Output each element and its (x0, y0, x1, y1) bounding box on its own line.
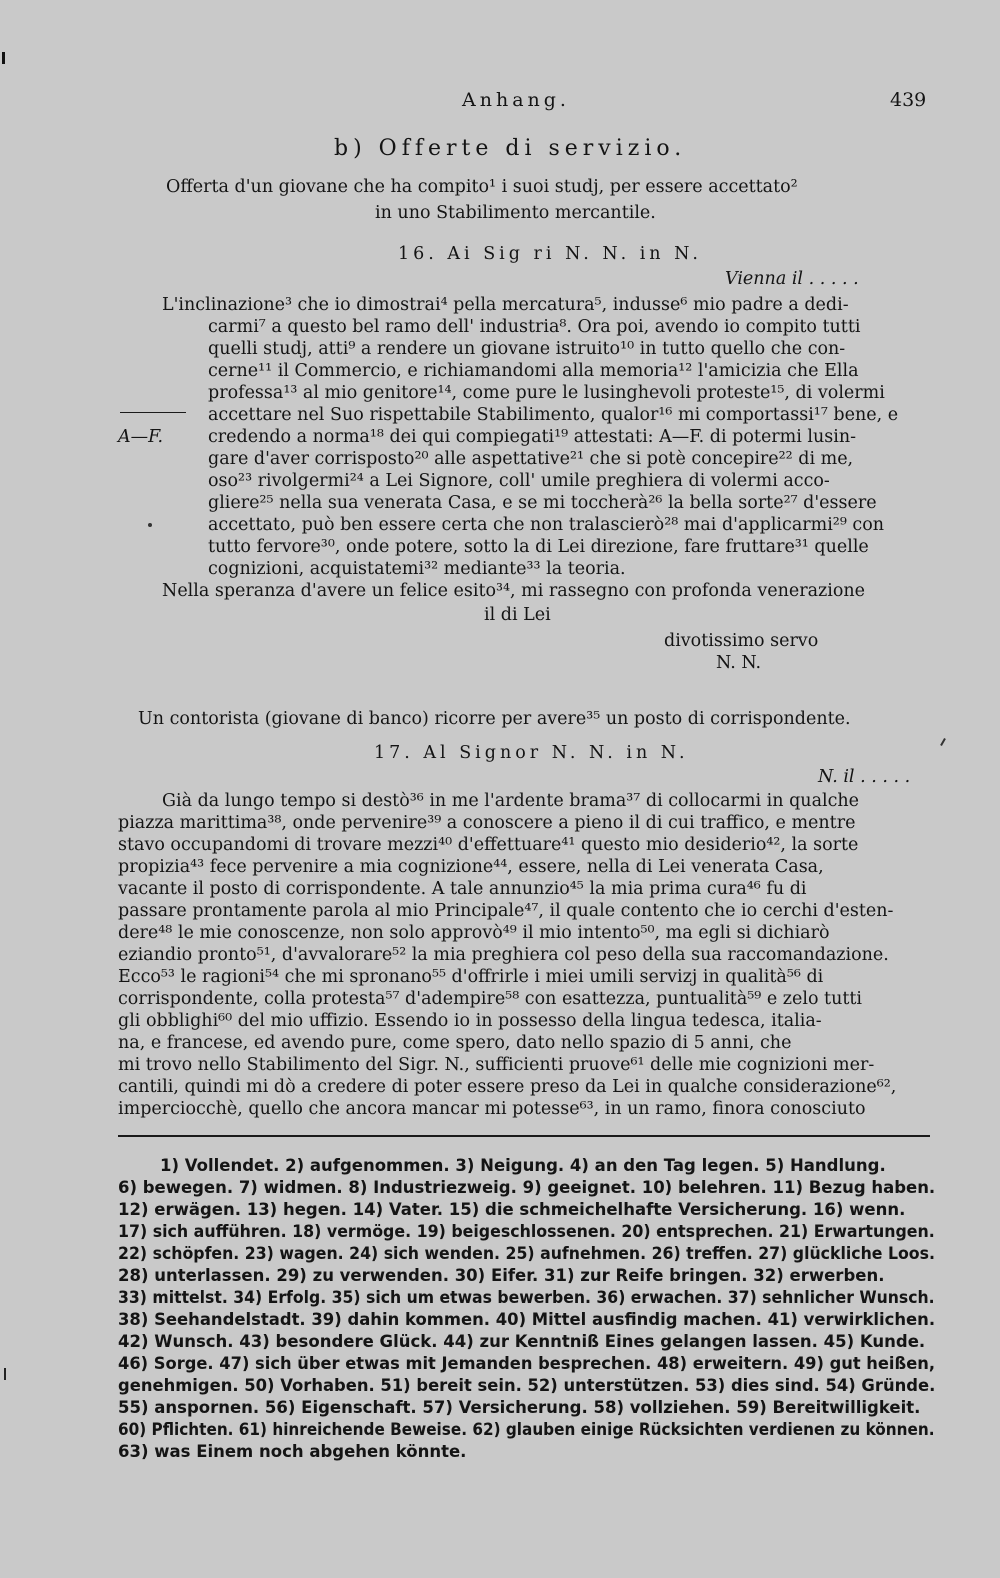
text-line: na, e francese, ed avendo pure, come spero, dato nello spazio di 5 anni, che (118, 1033, 792, 1053)
text-line: carmi⁷ a questo bel ramo dell' industria⁸. Ora poi, avendo io compito tutti (208, 317, 861, 337)
letter1-number-line: 16. Ai Sig ri N. N. in N. (398, 244, 702, 264)
text-line: gliere²⁵ nella sua venerata Casa, e se mi toccherà²⁶ la bella sorte²⁷ d'essere (208, 493, 877, 513)
text-line: Ecco⁵³ le ragioni⁵⁴ che mi spronano⁵⁵ d'offrirle i miei umili servizj in qualità⁵⁶ di (118, 967, 824, 987)
text-line: gli obblighi⁶⁰ del mio uffizio. Essendo io in possesso della lingua tedesca, italia- (118, 1011, 822, 1031)
section-title: b) Offerte di servizio. (334, 136, 687, 161)
footnote-line: 1) Vollendet. 2) aufgenommen. 3) Neigung. 4) an den Tag legen. 5) Handlung. (160, 1156, 886, 1175)
scan-speck (940, 738, 946, 746)
scan-speck (2, 52, 5, 64)
text-line: tutto fervore³⁰, onde potere, sotto la di Lei direzione, fare fruttare³¹ quelle (208, 537, 869, 557)
letter1-closing-2: il di Lei (484, 605, 551, 625)
text-line: oso²³ rivolgermi²⁴ a Lei Signore, coll' umile preghiera di volermi acco- (208, 471, 830, 491)
letter2-number-line: 17. Al Signor N. N. in N. (374, 743, 689, 763)
footnote-line: 46) Sorge. 47) sich über etwas mit Jemanden besprechen. 48) erweitern. 49) gut heißen, (118, 1354, 936, 1373)
footnote-line: 17) sich aufführen. 18) vermöge. 19) beigeschlossenen. 20) entsprechen. 21) Erwartungen. (118, 1222, 935, 1241)
footnote-line: 33) mittelst. 34) Erfolg. 35) sich um etwas bewerben. 36) erwachen. 37) sehnlicher Wunsch. (118, 1288, 935, 1307)
footnote-rule (118, 1135, 930, 1137)
letter1-place-date: Vienna il . . . . . (725, 269, 859, 289)
text-line: stavo occupandomi di trovare mezzi⁴⁰ d'effettuare⁴¹ questo mio desiderio⁴², la sorte (118, 835, 859, 855)
text-line: passare prontamente parola al mio Principale⁴⁷, il quale contento che io cerchi d'esten- (118, 901, 894, 921)
text-line: professa¹³ al mio genitore¹⁴, come pure le lusinghevoli proteste¹⁵, di volermi (208, 383, 885, 403)
text-line: vacante il posto di corrispondente. A tale annunzio⁴⁵ la mia prima cura⁴⁶ fu di (118, 879, 807, 899)
scan-speck (148, 523, 152, 527)
footnote-line: 42) Wunsch. 43) besondere Glück. 44) zur Kenntniß Eines gelangen lassen. 45) Kunde. (118, 1332, 926, 1351)
scan-speck (4, 1368, 6, 1380)
text-line: accettato, può ben essere certa che non tralascierò²⁸ mai d'applicarmi²⁹ con (208, 515, 885, 535)
running-head: Anhang. (462, 89, 570, 111)
margin-note: A—F. (118, 427, 164, 447)
text-line: cerne¹¹ il Commercio, e richiamandomi alla memoria¹² l'amicizia che Ella (208, 361, 859, 381)
text-line: Già da lungo tempo si destò³⁶ in me l'ardente brama³⁷ di collocarmi in qualche (162, 791, 860, 811)
letter1-signature-1: divotissimo servo (664, 631, 819, 651)
text-line: quelli studj, atti⁹ a rendere un giovane istruito¹⁰ in tutto quello che con- (208, 339, 846, 359)
footnote-line: 12) erwägen. 13) hegen. 14) Vater. 15) die schmeichelhafte Versicherung. 16) wenn. (118, 1200, 906, 1219)
footnote-line: 55) anspornen. 56) Eigenschaft. 57) Versicherung. 58) vollziehen. 59) Bereitwilligkeit. (118, 1398, 921, 1417)
text-line: L'inclinazione³ che io dimostrai⁴ pella mercatura⁵, indusse⁶ mio padre a dedi- (162, 295, 849, 315)
letter1-signature-2: N. N. (716, 653, 762, 673)
text-line: eziandio pronto⁵¹, d'avvalorare⁵² la mia preghiera col peso della sua raccomandazione. (118, 945, 889, 965)
text-line: credendo a norma¹⁸ dei qui compiegati¹⁹ attestati: A—F. di potermi lusin- (208, 427, 857, 447)
text-line: piazza marittima³⁸, onde pervenire³⁹ a conoscere a pieno il di cui traffico, e mentre (118, 813, 856, 833)
letter1-closing-1: Nella speranza d'avere un felice esito³⁴, mi rassegno con profonda venerazione (162, 581, 866, 601)
footnote-line: 28) unterlassen. 29) zu verwenden. 30) Eifer. 31) zur Reife bringen. 32) erwerben. (118, 1266, 885, 1285)
text-line: dere⁴⁸ le mie conoscenze, non solo approvò⁴⁹ il mio intento⁵⁰, ma egli si dichiarò (118, 923, 830, 943)
letter1-heading-2: in uno Stabilimento mercantile. (375, 203, 656, 223)
footnote-line: 38) Seehandelstadt. 39) dahin kommen. 40) Mittel ausfindig machen. 41) verwirklichen. (118, 1310, 936, 1329)
footnote-line: 60) Pflichten. 61) hinreichende Beweise. 62) glauben einige Rücksichten verdienen zu können. (118, 1420, 935, 1439)
letter2-place-date: N. il . . . . . (818, 767, 911, 787)
text-line: cognizioni, acquistatemi³² mediante³³ la teoria. (208, 559, 626, 579)
text-line: cantili, quindi mi dò a credere di poter essere preso da Lei in qualche considerazione⁶², (118, 1077, 897, 1097)
page-number: 439 (890, 89, 927, 111)
text-line: accettare nel Suo rispettabile Stabilimento, qualor¹⁶ mi comportassi¹⁷ bene, e (208, 405, 899, 425)
text-line: gare d'aver corrisposto²⁰ alle aspettative²¹ che si potè concepire²² di me, (208, 449, 854, 469)
text-line: corrispondente, colla protesta⁵⁷ d'adempire⁵⁸ con esattezza, puntualità⁵⁹ e zelo tutti (118, 989, 863, 1009)
letter1-heading-1: Offerta d'un giovane che ha compito¹ i suoi studj, per essere accettato² (166, 177, 798, 197)
text-line: imperciocchè, quello che ancora mancar mi potesse⁶³, in un ramo, finora conosciuto (118, 1099, 866, 1119)
footnote-line: 6) bewegen. 7) widmen. 8) Industriezweig. 9) geeignet. 10) belehren. 11) Bezug haben. (118, 1178, 936, 1197)
margin-rule (120, 412, 186, 413)
text-line: mi trovo nello Stabilimento del Sigr. N., sufficienti pruove⁶¹ delle mie cognizioni mer- (118, 1055, 875, 1075)
text-line: propizia⁴³ fece pervenire a mia cognizione⁴⁴, essere, nella di Lei venerata Casa, (118, 857, 824, 877)
footnote-line: 22) schöpfen. 23) wagen. 24) sich wenden. 25) aufnehmen. 26) treffen. 27) glückliche Loos. (118, 1244, 935, 1263)
footnote-line: 63) was Einem noch abgehen könnte. (118, 1442, 467, 1461)
letter2-heading: Un contorista (giovane di banco) ricorre per avere³⁵ un posto di corrispondente. (138, 709, 851, 729)
footnote-line: genehmigen. 50) Vorhaben. 51) bereit sein. 52) unterstützen. 53) dies sind. 54) Gründe. (118, 1376, 936, 1395)
